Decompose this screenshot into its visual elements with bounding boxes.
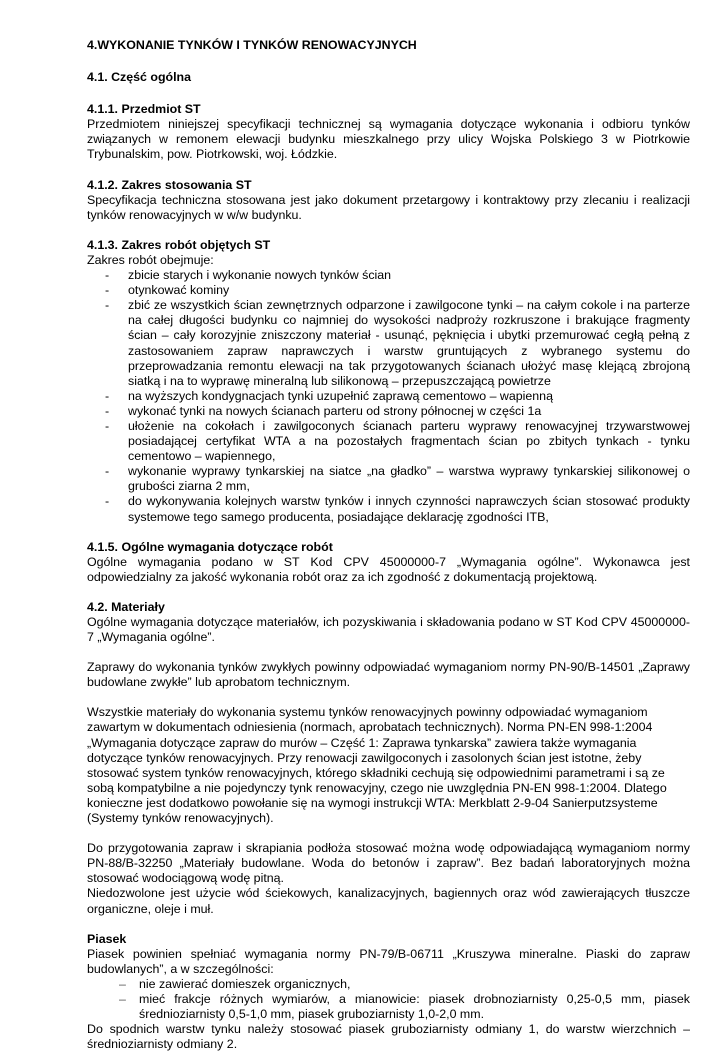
list-item-text: wykonanie wyprawy tynkarskiej na siatce „na gładko” – warstwa wyprawy tynkarskiej silikonowej o grubości ziarna 2 mm, xyxy=(128,464,690,494)
list-item xyxy=(87,464,690,494)
list-item xyxy=(87,992,690,1022)
list-item-text: otynkować kominy xyxy=(128,283,230,298)
section-4-1-1-text: Przedmiotem niniejszej specyfikacji technicznej są wymagania dotyczące wykonania i odbioru tynków związanych w remonem elewacji budynku mieszkalnego przy ulicy Wojska Polskiego 3 w Piotrkowie Trybunalskim, pow. Piotrkowski, woj. Łódzkie. xyxy=(87,117,690,162)
list-item-text: ułożenie na cokołach i zawilgoconych ścianach parteru wyprawy renowacyjnej trzywarstwowej posiadającej certyfikat WTA a na pozostałych fragmentach ścian po zbitych tynkach - tynku cementowo – wapiennego, xyxy=(128,418,690,464)
dash-marker: - xyxy=(105,494,110,509)
section-4-1-5-text: Ogólne wymagania podano w ST Kod CPV 45000000-7 „Wymagania ogólne”. Wykonawca jest odpowiedzialny za jakość wykonania robót oraz za ich zgodność z dokumentacją projektową. xyxy=(87,554,690,584)
dash-marker: – xyxy=(119,991,126,1006)
list-item xyxy=(87,283,690,298)
dash-marker: - xyxy=(105,388,110,403)
list-item xyxy=(87,977,690,992)
list-item-text: zbicie starych i wykonanie nowych tynków ścian xyxy=(128,268,392,283)
list-item xyxy=(87,404,690,419)
list-item xyxy=(87,419,690,464)
section-4-1-2-text: Specyfikacja techniczna stosowana jest jako dokument przetargowy i kontraktowy przy zlecaniu i realizacji tynków renowacyjnych w w/w budynku. xyxy=(87,192,690,222)
section-4-1-1-heading: 4.1.1. Przedmiot ST xyxy=(87,102,201,117)
section-4-2-heading: 4.2. Materiały xyxy=(87,599,165,614)
piasek-intro: Piasek powinien spełniać wymagania normy PN-79/B-06711 „Kruszywa mineralne. Piaski do zapraw budowlanych”, a w szczególności: xyxy=(87,946,690,976)
section-4-2-paragraph-5: Niedozwolone jest użycie wód ściekowych, kanalizacyjnych, bagiennych oraz wód zawierających tłuszcze organiczne, oleje i muł. xyxy=(87,886,690,916)
list-item-text: nie zawierać domieszek organicznych, xyxy=(139,976,351,991)
section-4-2-paragraph-2: Zaprawy do wykonania tynków zwykłych powinny odpowiadać wymaganiom normy PN-90/B-14501 „Zaprawy budowlane zwykłe” lub aprobatom technicznym. xyxy=(87,660,690,690)
dash-marker: - xyxy=(105,464,110,479)
dash-marker: - xyxy=(105,268,110,283)
dash-marker: - xyxy=(105,418,110,433)
list-item xyxy=(87,268,690,283)
section-4-1-3-intro: Zakres robót obejmuje: xyxy=(87,252,214,267)
dash-marker: – xyxy=(119,976,126,991)
document-page xyxy=(87,38,690,1052)
list-item-text: do wykonywania kolejnych warstw tynków i innych czynności naprawczych ścian stosować produkty systemowe tego samego producenta, posiadające deklarację zgodności ITB, xyxy=(128,494,690,524)
dash-marker: - xyxy=(105,283,110,298)
piasek-list xyxy=(87,977,690,1022)
list-item-text: zbić ze wszystkich ścian zewnętrznych odparzone i zawilgocone tynki – na całym cokole i na parterze na całej długości budynku co najmniej do wysokości nadproży rozkruszone i brakujące fragmenty ścian – cały korozyjnie zniszczony materiał - usunąć, pęknięcia i ubytki przemurować cegłą pełną z zastosowaniem zapraw naprawczych i warstw gruntujących z wybranego systemu do przeprowadzania remontu elewacji na tak przygotowanych ścianach ułożyć masę klejącą zbrojoną siatką i na to wyprawę mineralną lub silikonową – przepuszczającą powietrze xyxy=(128,298,690,388)
list-item-text: na wyższych kondygnacjach tynki uzupełnić zaprawą cementowo – wapienną xyxy=(128,388,553,403)
list-item xyxy=(87,494,690,524)
section-4-1-3-heading: 4.1.3. Zakres robót objętych ST xyxy=(87,237,271,252)
list-item-text: wykonać tynki na nowych ścianach parteru od strony północnej w części 1a xyxy=(128,403,542,418)
scope-list xyxy=(87,268,690,525)
dash-marker: - xyxy=(105,298,110,313)
section-4-1-5-heading: 4.1.5. Ogólne wymagania dotyczące robót xyxy=(87,539,333,554)
section-4-2-paragraph-4: Do przygotowania zapraw i skrapiania podłoża stosować można wodę odpowiadającą wymaganiom normy PN-88/B-32250 „Materiały budowlane. Woda do betonów i zapraw”. Bez badań laboratoryjnych można stosować wodociągową wodę pitną. xyxy=(87,841,690,886)
section-4-2-paragraph-1: Ogólne wymagania dotyczące materiałów, ich pozyskiwania i składowania podano w ST Kod CPV 45000000-7 „Wymagania ogólne”. xyxy=(87,615,690,645)
list-item xyxy=(87,389,690,404)
document-title: 4.WYKONANIE TYNKÓW I TYNKÓW RENOWACYJNYCH xyxy=(87,38,417,52)
dash-marker: - xyxy=(105,403,110,418)
piasek-outro: Do spodnich warstw tynku należy stosować piasek gruboziarnisty odmiany 1, do warstw wierzchnich – średnioziarnisty odmiany 2. xyxy=(87,1022,690,1052)
section-4-1-2-heading: 4.1.2. Zakres stosowania ST xyxy=(87,177,252,192)
section-4-2-paragraph-3: Wszystkie materiały do wykonania systemu tynków renowacyjnych powinny odpowiadać wymaganiom zawartym w dokumentach odniesienia (normach, aprobatach technicznych). Norma PN-EN 998-1:2004 „Wymagania dotyczące zapraw do murów – Część 1: Zaprawa tynkarska” zawiera także wymagania dotyczące tynków renowacyjnych. Przy renowacji zawilgoconych i zasolonych ścian jest istotne, żeby stosować system tynków renowacyjnych, którego składniki cechują się odpowiednimi parametrami i są ze sobą kompatybilne a nie pojedynczy tynk renowacyjny, czego nie uwzględnia PN-EN 998-1:2004. Dlatego konieczne jest dodatkowo powołanie się na wymogi instrukcji WTA: Merkblatt 2-9-04 Sanierputzsysteme (Systemy tynków renowacyjnych). xyxy=(87,705,667,826)
section-4-1-heading: 4.1. Część ogólna xyxy=(87,70,191,85)
piasek-heading: Piasek xyxy=(87,931,127,946)
list-item xyxy=(87,298,690,389)
list-item-text: mieć frakcje różnych wymiarów, a mianowicie: piasek drobnoziarnisty 0,25-0,5 mm, piasek średnioziarnisty 0,5-1,0 mm, piasek gruboziarnisty 1,0-2,0 mm. xyxy=(139,991,690,1022)
